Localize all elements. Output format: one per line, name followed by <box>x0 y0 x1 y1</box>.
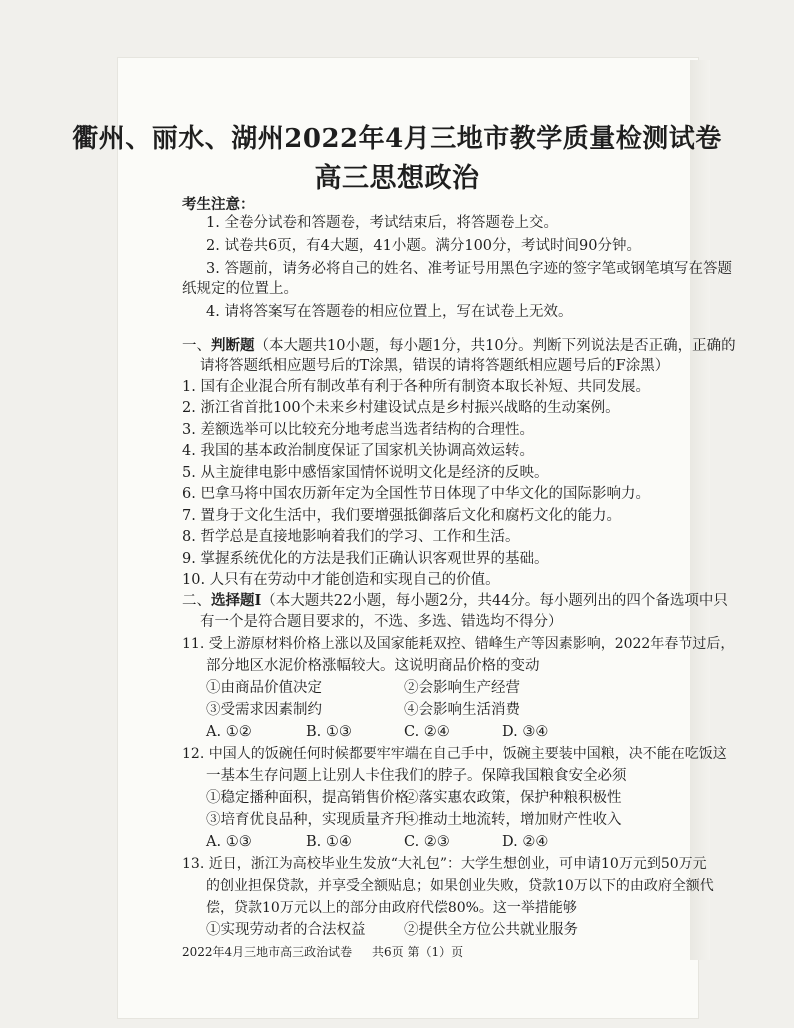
notice-item: 1. 全卷分试卷和答题卷，考试结束后，将答题卷上交。 <box>206 215 558 231</box>
footer-exam-name: 2022年4月三地市高三政治试卷 <box>182 945 353 959</box>
section-2-name: 选择题Ⅰ <box>211 592 262 609</box>
q11-choice-a: A. ①② <box>206 724 252 740</box>
q11-choice-d: D. ③④ <box>502 724 549 740</box>
q12-choice-a: A. ①③ <box>206 834 252 850</box>
page-edge-shadow <box>690 60 710 960</box>
q11-option: ①由商品价值决定 <box>206 680 322 696</box>
q11-option: ④会影响生活消费 <box>404 702 520 718</box>
exam-title: 衢州、丽水、湖州2022年4月三地市教学质量检测试卷 <box>72 124 722 154</box>
section-2-desc-cont: 有一个是符合题目要求的，不选、多选、错选均不得分） <box>200 614 563 630</box>
notice-item: 纸规定的位置上。 <box>182 281 298 297</box>
section-1-desc: （本大题共10小题，每小题1分，共10分。判断下列说法是否正确，正确的 <box>254 338 736 354</box>
section-2-desc: （本大题共22小题，每小题2分，共44分。每小题列出的四个备选项中只 <box>261 593 728 609</box>
judge-item: 9. 掌握系统优化的方法是我们正确认识客观世界的基础。 <box>182 551 549 567</box>
footer-page-number: 共6页 第（1）页 <box>372 945 464 959</box>
section-1-name: 判断题 <box>211 337 255 354</box>
q13-option: ②提供全方位公共就业服务 <box>404 922 578 938</box>
notice-item: 3. 答题前，请务必将自己的姓名、准考证号用黑色字迹的签字笔或钢笔填写在答题 <box>206 261 732 277</box>
judge-item: 6. 巴拿马将中国农历新年定为全国性节日体现了中华文化的国际影响力。 <box>182 486 650 502</box>
section-2-heading <box>182 591 728 611</box>
judge-item: 2. 浙江省首批100个未来乡村建设试点是乡村振兴战略的生动案例。 <box>182 400 620 416</box>
q13-stem-cont: 偿，贷款10万元以上的部分由政府代偿80%。这一举措能够 <box>206 900 577 916</box>
section-1-desc-cont: 请将答题纸相应题号后的T涂黑，错误的请将答题纸相应题号后的F涂黑） <box>200 358 670 374</box>
q11-stem: 11. 受上游原材料价格上涨以及国家能耗双控、错峰生产等因素影响，2022年春节过后， <box>182 636 735 652</box>
q11-choice-b: B. ①③ <box>306 724 352 740</box>
q13-option: ①实现劳动者的合法权益 <box>206 922 366 938</box>
judge-item: 3. 差额选举可以比较充分地考虑当选者结构的合理性。 <box>182 422 534 438</box>
judge-item: 7. 置身于文化生活中，我们要增强抵御落后文化和腐朽文化的能力。 <box>182 508 621 524</box>
q12-choice-c: C. ②③ <box>404 834 450 850</box>
section-1-number: 一、 <box>182 338 211 354</box>
q12-option: ③培育优良品种，实现质量齐升 <box>206 812 409 828</box>
judge-item: 1. 国有企业混合所有制改革有利于各种所有制资本取长补短、共同发展。 <box>182 379 650 395</box>
exam-subtitle: 高三思想政治 <box>314 163 480 194</box>
q12-option: ①稳定播种面积，提高销售价格 <box>206 790 409 806</box>
judge-item: 8. 哲学总是直接地影响着我们的学习、工作和生活。 <box>182 529 520 545</box>
section-1-heading <box>182 336 736 356</box>
q13-stem-cont: 的创业担保贷款，并享受全额贴息；如果创业失败，贷款10万以下的由政府全额代 <box>206 878 714 894</box>
notice-item: 2. 试卷共6页，有4大题，41小题。满分100分，考试时间90分钟。 <box>206 238 641 254</box>
q12-option: ②落实惠农政策，保护种粮积极性 <box>404 790 622 806</box>
notice-heading: 考生注意： <box>182 196 255 213</box>
q11-stem-cont: 部分地区水泥价格涨幅较大。这说明商品价格的变动 <box>206 658 540 674</box>
q13-stem: 13. 近日，浙江为高校毕业生发放“大礼包”：大学生想创业，可申请10万元到50万元 <box>182 856 707 872</box>
judge-item: 4. 我国的基本政治制度保证了国家机关协调高效运转。 <box>182 443 534 459</box>
judge-item: 5. 从主旋律电影中感悟家国情怀说明文化是经济的反映。 <box>182 465 549 481</box>
q12-option: ④推动土地流转，增加财产性收入 <box>404 812 622 828</box>
q12-stem-cont: 一基本生存问题上让别人卡住我们的脖子。保障我国粮食安全必须 <box>206 768 627 784</box>
q11-option: ②会影响生产经营 <box>404 680 520 696</box>
section-2-number: 二、 <box>182 593 211 609</box>
q11-choice-c: C. ②④ <box>404 724 450 740</box>
judge-item: 10. 人只有在劳动中才能创造和实现自己的价值。 <box>182 572 500 588</box>
q12-choice-d: D. ②④ <box>502 834 549 850</box>
q12-choice-b: B. ①④ <box>306 834 352 850</box>
q12-stem: 12. 中国人的饭碗任何时候都要牢牢端在自己手中，饭碗主要装中国粮，决不能在吃饭这 <box>182 746 727 762</box>
notice-item: 4. 请将答案写在答题卷的相应位置上，写在试卷上无效。 <box>206 304 573 320</box>
q11-option: ③受需求因素制约 <box>206 702 322 718</box>
